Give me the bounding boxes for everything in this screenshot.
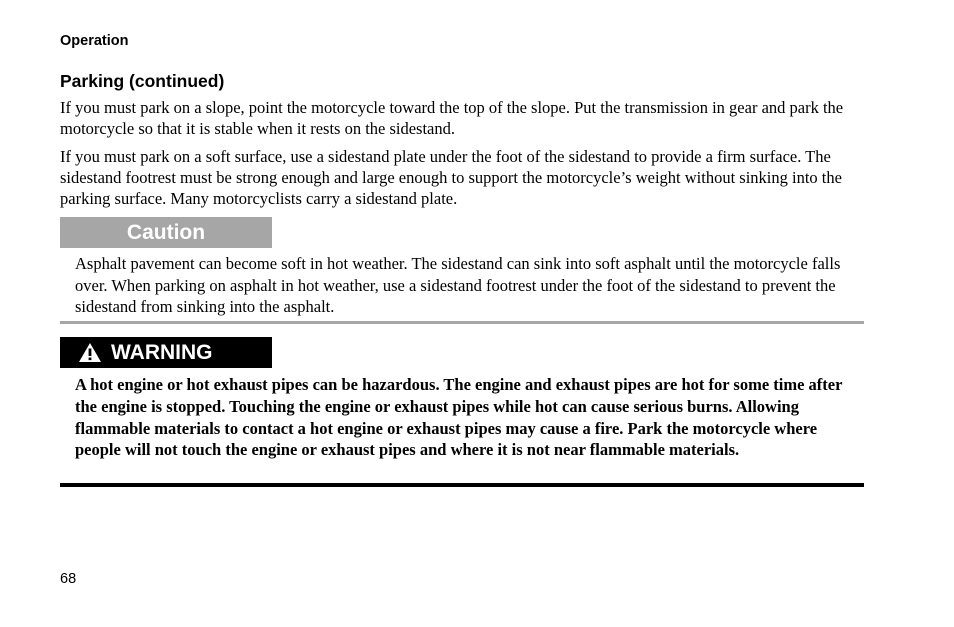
paragraph-slope: If you must park on a slope, point the motorcycle toward the top of the slope. Put the transmission in gear and park the motorcycle so that it is stable when it rests on the sidestand. [60, 98, 844, 138]
section-label: Operation [60, 33, 129, 49]
warning-text: A hot engine or hot exhaust pipes can be hazardous. The engine and exhaust pipes are hot for some time after the engine is stopped. Touching the engine or exhaust pipes while hot can cause serious burns. Allowing flammable materials to contact a hot engine or exhaust pipes may cause a fire. Park the motorcycle where people will not touch the engine or exhaust pipes and where it is not near flammable materials. [75, 375, 843, 460]
warning-divider [60, 483, 864, 487]
warning-triangle-icon [78, 342, 102, 363]
warning-title: WARNING [111, 341, 213, 364]
caution-banner [60, 217, 272, 248]
caution-title: Caution [126, 221, 206, 244]
caution-text: Asphalt pavement can become soft in hot weather. The sidestand can sink into soft asphalt until the motorcycle falls over. When parking on asphalt in hot weather, use a sidestand footrest under the foot of the sidestand to prevent the sidestand from sinking into the asphalt. [75, 254, 841, 316]
caution-divider [60, 321, 864, 324]
paragraph-soft-surface: If you must park on a soft surface, use a sidestand plate under the foot of the sidestand to provide a firm surface. The sidestand footrest must be strong enough and large enough to support the motorcycle’s weight without sinking into the parking surface. Many motorcyclists carry a sidestand plate. [60, 147, 842, 208]
warning-banner [60, 337, 272, 368]
page-number: 68 [60, 571, 77, 587]
section-heading: Parking (continued) [60, 71, 225, 91]
